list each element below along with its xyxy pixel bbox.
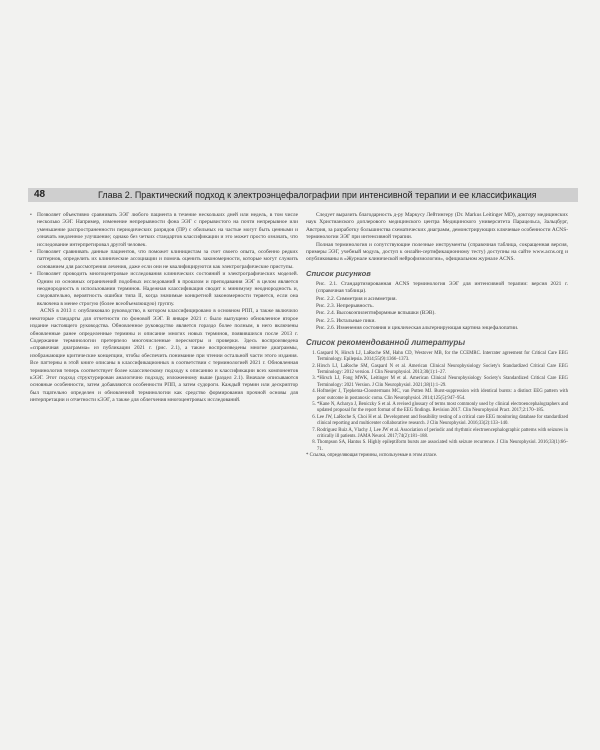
reference-item: 4. Hofmeijer J, Tjepkema-Cloostermans MC, van Putten MJ. Burst-suppression with identical bursts: a distinct EEG pattern with poor outcome in postanoxic coma. Clin Neurophysiol. 2014;125(5):947–954. <box>317 389 568 402</box>
body-paragraph: ACNS в 2013 г. опубликовало руководство, в котором классифицировано в основном РПП, а также включило некоторые стандарты для отчетности по фоновой ЭЭГ. В январе 2021 г. было выпущено обновленное второе издание настоящего руководства. Обновленное руководство является гораздо более полным, в него включены обновленные ранее определенные термины и описание многих новых терминов, появившихся после 2013 г. Содержание терминологии претерпело многочисленные пересмотры и проверки. Здесь воспроизведена «справочная диаграмма» из публикации 2021 г. (рис. 2.1), а также воспроизведены многие диаграммы, изображающие критические концепции, чтобы обеспечить понимание при чтении остальной части этого издания. Все паттерны в этой книге описаны в классификационных в соответствии с терминологией 2021 г. Обновленная терминология теперь соответствует более классическому подходу к описанию и классификации всех компонентов кЭЭГ. Этот подход структурирован аналогично подходу, изложенному выше (раздел 2.1). Вначале описываются основные особенности, затем добавляются особенности РПП, а затем судороги. Каждый термин или дескриптор был тщательно определен и обновленной терминологии как средство формирования прочной основы для интерпретации и отчетности кЭЭГ, а также для облегчения многоцентровых исследований. <box>30 308 298 404</box>
footnote: * Ссылка, определяющая термины, используемые в этом атласе. <box>306 453 438 459</box>
reference-item: 8. Thompson SA, Hantus S. Highly epileptiform bursts are associated with seizure recurrence. J Clin Neurophysiol. 2016;33(1):66–71. <box>317 440 568 453</box>
figure-item: Рис. 2.6. Изменения состояния и циклическая альтернирующая картина энцефалопатии. <box>316 325 519 332</box>
reference-list <box>306 351 568 454</box>
figure-item: Рис. 2.2. Симметрия и асимметрия. <box>316 295 397 302</box>
left-column <box>30 212 298 405</box>
reference-item: 2. Hirsch LJ, LaRoche SM, Gaspard N et al. American Clinical Neurophysiology Society's Standardized Critical Care EEG Terminology: 2012 version. J Clin Neurophysiol. 2013;30(1):1–27. <box>317 364 568 377</box>
figures-heading: Список рисунков <box>306 268 371 278</box>
bullet-item: ▪ Позволяет сравнивать данные пациентов, что поможет клиницистам за счет своего опыта, особенно редких паттернов, определить их клинические ассоциации и помочь оценить закономерности, которые могут служить основанием для рассмотрения лечения, даже если они не квалифицируются как электрографические приступы. <box>30 249 298 271</box>
running-title: Глава 2. Практический подход к электроэнцефалографии при интенсивной терапии и ее классификация <box>98 190 537 200</box>
bullet-item: ▪ Позволяет проводить многоцентровые исследования клинических состояний и электрографических моделей. Одним из основных ограничений подобных исследований в прошлом и преподавания ЭЭГ в целом является неоднородность в использовании терминов. Надежная классификация сводит к минимуму неоднородность и, следовательно, вероятность ошибки типа II, когда значимые конкретной закономерности теряется, если она включена в менее строгую (более всеобъемлющую) группу. <box>30 271 298 308</box>
figure-item: Рис. 2.4. Высокоэпилептиформные вспышки (ВЭВ). <box>316 310 436 317</box>
reference-item: 3. *Hirsch LJ, Fong MWK, Leitinger M et al. American Clinical Neurophysiology Society's Standardized Critical Care EEG Terminology: 2021 Version. J Clin Neurophysiol. 2021;38(1):1–29. <box>317 376 568 389</box>
figure-item: Рис. 2.3. Непрерывность. <box>316 303 374 310</box>
page-number: 48 <box>34 189 46 200</box>
reference-item: 1. Gaspard N, Hirsch LJ, LaRoche SM, Hahn CD, Westover MB, for the CCEMRC. Interrater agreement for Critical Care EEG Terminology. Epilepsia. 2014;55(9):1366–1373. <box>317 351 568 364</box>
bullet-item: ▪ Позволяет объективно сравнивать ЭЭГ любого пациента в течение нескольких дней или недель, в том числе несколько ЭЭГ. Например, изменение непрерывности фона ЭЭГ с прерывистого на почти непрерывное или уменьшение распространенности периодических разрядов (ПР) с обильных на частые могут быть ценными и означать медленное улучшение; однако без четких стандартов классификации и это может просто означать, что исследование интерпретировал другой человек. <box>30 212 298 249</box>
terminology-note: Полная терминология и сопутствующие полезные инструменты (справочная таблица, сокращенная версия, примеры ЭЭГ, учебный модуль, доступ к онлайн-сертификационному тесту) доступны на сайте www.acns.org и опубликованы в «Журнале клинической нейрофизиологии», официальном журнале ACNS. <box>306 241 568 263</box>
right-column <box>306 212 568 460</box>
running-header <box>28 188 578 202</box>
figure-item: Рис. 2.1. Стандартизированная ACNS терминология ЭЭГ для интенсивной терапии: версия 2021 г. (справочная таблица). <box>316 280 568 295</box>
reference-item: 5. *Kane N, Acharya J, Beniczky S et al. A revised glossary of terms most commonly used by clinical electroencephalographers and updated proposal for the report format of the EEG findings. Revision 2017. Clin Neurophysiol Pract. 2017;2:170–185. <box>317 402 568 415</box>
figure-item: Рис. 2.5. Иктальные пики. <box>316 317 376 324</box>
reference-item: 7. Rodriguez Ruiz A, Vlachy J, Lee JW et al. Association of periodic and rhythmic electroencephalographic patterns with seizures in critically ill patients. JAMA Neurol. 2017;74(2):181–188. <box>317 428 568 441</box>
reference-item: 6. Lee JW, LaRoche S, Choi H et al. Development and feasibility testing of a critical care EEG monitoring database for standardized clinical reporting and multicenter collaborative research. J Clin Neurophysiol. 2016;33(2):133–140. <box>317 415 568 428</box>
references-heading: Список рекомендованной литературы <box>306 337 466 347</box>
acknowledgement: Следует выразить благодарность д-ру Маркусу Лейтингеру (Dr. Markus Leitinger MD), доктору медицинских наук Христианского доплерового медицинского центра Медицинского университета Парацельса, Зальцбург, Австрия, за разработку большинства схематических диаграмм, демонстрирующих ключевые особенности ACNS-терминологии ЭЭГ при интенсивной терапии. <box>306 212 568 241</box>
